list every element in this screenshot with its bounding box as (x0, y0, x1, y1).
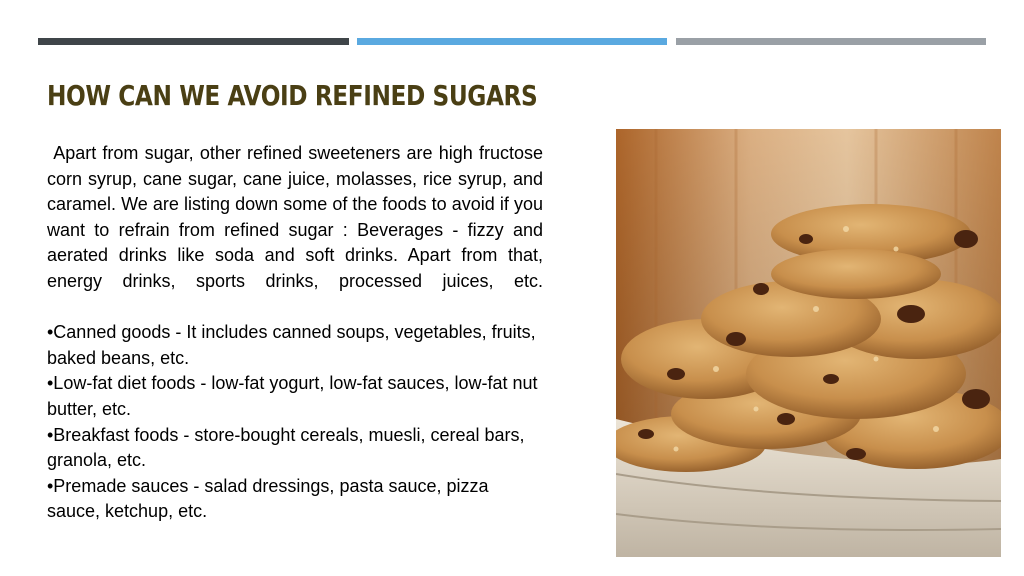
cookie-stack-photo-icon (616, 129, 1001, 557)
slide-body (47, 141, 543, 525)
bullet-item: •Premade sauces - salad dressings, pasta sauce, pizza sauce, ketchup, etc. (47, 475, 489, 522)
intro-paragraph (47, 141, 543, 320)
slide-title: HOW CAN WE AVOID REFINED SUGARS (47, 79, 538, 112)
bullet-item: •Breakfast foods - store-bought cereals, muesli, cereal bars, granola, etc. (47, 424, 525, 471)
top-accent-bar-dark (38, 38, 349, 45)
bullet-item: •Canned goods - It includes canned soups, vegetables, fruits, baked beans, etc. (47, 322, 536, 368)
top-accent-bar-gray (676, 38, 986, 45)
bullet-item: •Low-fat diet foods - low-fat yogurt, low-fat sauces, low-fat nut butter, etc. (47, 373, 538, 419)
top-accent-bar-blue (357, 38, 667, 45)
intro-text: Apart from sugar, other refined sweeteners are high fructose corn syrup, cane sugar, cane juice, molasses, rice syrup, and caramel. We are listing down some of the foods to avoid if you want to refrain from refined sugar : Beverages - fizzy and aerated drinks like soda and soft drinks. Apart from that, energy drinks, sports drinks, processed juices, etc. (47, 143, 543, 291)
cookies-photo (616, 129, 1001, 557)
